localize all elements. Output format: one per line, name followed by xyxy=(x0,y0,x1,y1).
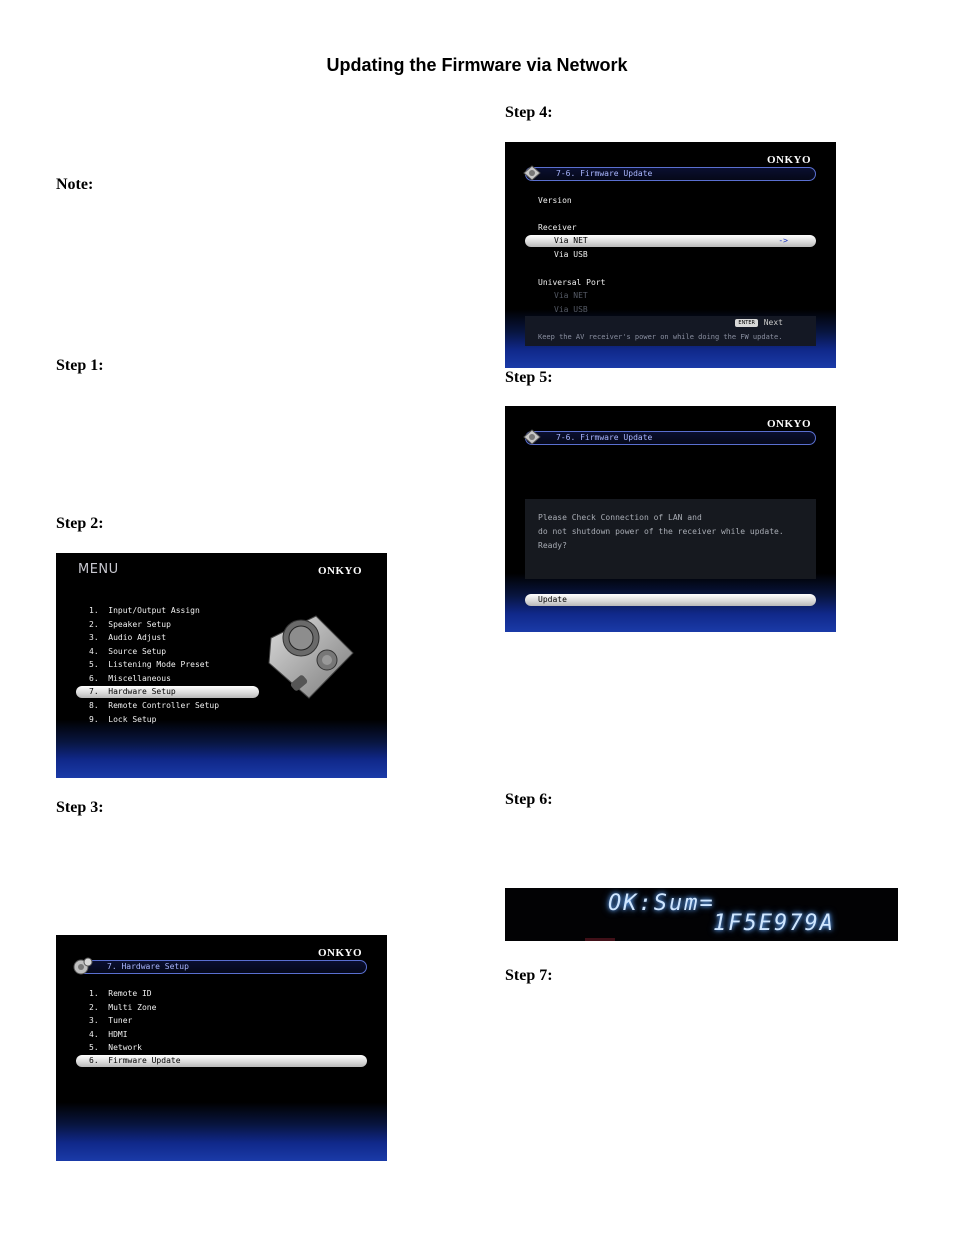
enter-key-icon: ENTER xyxy=(735,319,758,327)
step4-firmware-update-screen xyxy=(505,142,836,368)
menu-item-selected-label: 6. Firmware Update xyxy=(89,1056,181,1065)
screen-header-title: 7-6. Firmware Update xyxy=(556,169,653,178)
version-label: Version xyxy=(538,196,572,205)
screen-header-bar xyxy=(525,167,816,181)
display-glow-decoration xyxy=(585,938,615,941)
next-hint: Next xyxy=(763,318,783,327)
step4-label: Step 4: xyxy=(505,104,553,121)
step7-label: Step 7: xyxy=(505,967,553,984)
via-net-option-selected[interactable] xyxy=(525,235,816,247)
via-usb-option[interactable]: Via USB xyxy=(554,250,588,259)
menu-item[interactable]: 3. Tuner xyxy=(89,1016,133,1025)
gear-icon xyxy=(522,427,542,447)
note-label: Note: xyxy=(56,176,94,193)
step6-label: Step 6: xyxy=(505,791,553,808)
menu-item[interactable]: 1. Input/Output Assign xyxy=(89,606,200,615)
menu-item[interactable]: 4. Source Setup xyxy=(89,647,167,656)
onkyo-logo: ONKYO xyxy=(766,154,811,166)
front-panel-display xyxy=(505,888,898,941)
step3-hardware-setup-screen xyxy=(56,935,387,1161)
step3-label: Step 3: xyxy=(56,799,104,816)
power-warning-text: Keep the AV receiver's power on while doing the FW update. xyxy=(538,333,783,341)
via-net-label: Via NET xyxy=(554,236,588,245)
checksum-label: OK:Sum= xyxy=(608,891,715,916)
menu-item[interactable]: 8. Remote Controller Setup xyxy=(89,701,220,710)
onkyo-logo: ONKYO xyxy=(766,418,811,430)
step5-label: Step 5: xyxy=(505,369,553,386)
menu-item[interactable]: 6. Miscellaneous xyxy=(89,674,171,683)
step5-firmware-update-screen xyxy=(505,406,836,632)
menu-item[interactable]: 2. Multi Zone xyxy=(89,1003,157,1012)
menu-item[interactable]: 3. Audio Adjust xyxy=(89,633,167,642)
step1-label: Step 1: xyxy=(56,357,104,374)
menu-item[interactable]: 5. Network xyxy=(89,1043,142,1052)
update-button[interactable] xyxy=(525,594,816,606)
message-line-3: Ready? xyxy=(538,541,567,550)
remote-dial-icon xyxy=(261,608,361,703)
menu-item[interactable]: 4. HDMI xyxy=(89,1030,128,1039)
onkyo-logo: ONKYO xyxy=(317,565,362,577)
info-panel xyxy=(525,316,816,346)
checksum-value: 1F5E979A xyxy=(713,911,835,936)
up-via-net-option: Via NET xyxy=(554,291,588,300)
arrow-right-icon: -> xyxy=(778,236,788,245)
message-line-2: do not shutdown power of the receiver while update. xyxy=(538,527,784,536)
update-button-label: Update xyxy=(538,595,567,604)
screen-header-title: 7-6. Firmware Update xyxy=(556,433,653,442)
page-title: Updating the Firmware via Network xyxy=(326,55,628,75)
menu-item[interactable]: 2. Speaker Setup xyxy=(89,620,171,629)
menu-item[interactable]: 1. Remote ID xyxy=(89,989,152,998)
universal-port-label: Universal Port xyxy=(538,278,606,287)
step2-label: Step 2: xyxy=(56,515,104,532)
menu-item-selected[interactable] xyxy=(76,686,259,698)
menu-item-selected-label: 7. Hardware Setup xyxy=(89,687,176,696)
gears-icon xyxy=(73,956,93,976)
message-line-1: Please Check Connection of LAN and xyxy=(538,513,702,522)
screen-header-bar xyxy=(525,431,816,445)
menu-item[interactable]: 9. Lock Setup xyxy=(89,715,157,724)
gear-icon xyxy=(522,163,542,183)
onkyo-logo: ONKYO xyxy=(317,947,362,959)
menu-item[interactable]: 5. Listening Mode Preset xyxy=(89,660,210,669)
up-via-usb-option: Via USB xyxy=(554,305,588,314)
step2-menu-screen xyxy=(56,553,387,778)
screen-header-title: 7. Hardware Setup xyxy=(107,962,189,971)
message-panel xyxy=(525,499,816,579)
menu-item-selected[interactable] xyxy=(76,1055,367,1067)
receiver-label: Receiver xyxy=(538,223,577,232)
menu-header: MENU xyxy=(78,562,119,577)
screen-header-bar xyxy=(76,960,367,974)
